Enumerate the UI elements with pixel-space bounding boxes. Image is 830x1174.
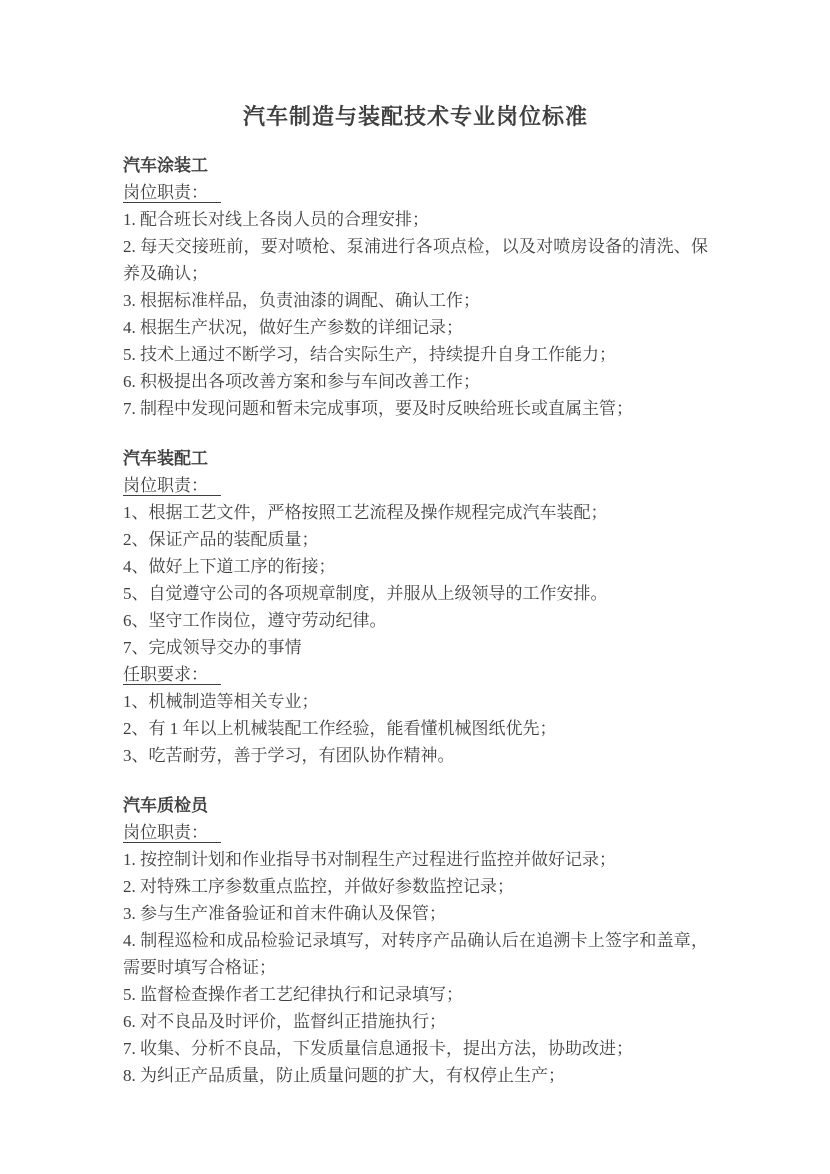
document-body <box>123 152 708 1089</box>
list-item: 1、根据工艺文件，严格按照工艺流程及操作规程完成汽车装配； <box>123 503 608 522</box>
job-section-2 <box>123 445 708 769</box>
list-item: 7. 制程中发现问题和暂未完成事项，要及时反映给班长或直属主管； <box>123 399 633 418</box>
section-heading: 汽车质检员 <box>123 796 208 815</box>
list-item: 5. 技术上通过不断学习，结合实际生产，持续提升自身工作能力； <box>123 345 616 364</box>
list-item: 3、吃苦耐劳，善于学习，有团队协作精神。 <box>123 746 455 765</box>
subheading <box>123 179 708 206</box>
subheading-text: 岗位职责： <box>123 476 221 496</box>
list-item: 6、坚守工作岗位，遵守劳动纪律。 <box>123 611 387 630</box>
list-item: 2、有 1 年以上机械装配工作经验，能看懂机械图纸优先； <box>123 719 557 738</box>
subheading <box>123 819 708 846</box>
list-item: 1. 配合班长对线上各岗人员的合理安排； <box>123 210 429 229</box>
job-section-1 <box>123 152 708 422</box>
list-item: 2、保证产品的装配质量； <box>123 530 319 549</box>
list-item: 4. 制程巡检和成品检验记录填写，对转序产品确认后在追溯卡上签字和盖章，需要时填写合格证； <box>123 931 708 977</box>
list-item: 5、自觉遵守公司的各项规章制度，并服从上级领导的工作安排。 <box>123 584 608 603</box>
list-item: 1. 按控制计划和作业指导书对制程生产过程进行监控并做好记录； <box>123 850 616 869</box>
list-item: 7、完成领导交办的事情 <box>123 638 302 657</box>
list-item: 4、做好上下道工序的衔接； <box>123 557 336 576</box>
list-item: 1、机械制造等相关专业； <box>123 692 319 711</box>
list-item: 5. 监督检查操作者工艺纪律执行和记录填写； <box>123 985 463 1004</box>
list-item: 6. 对不良品及时评价，监督纠正措施执行； <box>123 1012 446 1031</box>
list-item: 6. 积极提出各项改善方案和参与车间改善工作； <box>123 372 480 391</box>
list-item: 3. 根据标准样品，负责油漆的调配、确认工作； <box>123 291 480 310</box>
list-item: 4. 根据生产状况，做好生产参数的详细记录； <box>123 318 463 337</box>
subheading-text: 岗位职责： <box>123 823 221 843</box>
document-title: 汽车制造与装配技术专业岗位标准 <box>242 104 588 129</box>
section-heading: 汽车装配工 <box>123 449 208 468</box>
job-section-3 <box>123 792 708 1089</box>
list-item: 7. 收集、分析不良品，下发质量信息通报卡，提出方法，协助改进； <box>123 1039 633 1058</box>
list-item: 2. 每天交接班前，要对喷枪、泵浦进行各项点检，以及对喷房设备的清洗、保养及确认； <box>123 237 708 283</box>
subheading-text: 任职要求： <box>123 665 221 685</box>
list-item: 3. 参与生产准备验证和首末件确认及保管； <box>123 904 446 923</box>
list-item: 2. 对特殊工序参数重点监控，并做好参数监控记录； <box>123 877 514 896</box>
section-heading: 汽车涂装工 <box>123 156 208 175</box>
subheading <box>123 661 708 688</box>
subheading-text: 岗位职责： <box>123 183 221 203</box>
list-item: 8. 为纠正产品质量，防止质量问题的扩大，有权停止生产； <box>123 1066 565 1085</box>
subheading <box>123 472 708 499</box>
